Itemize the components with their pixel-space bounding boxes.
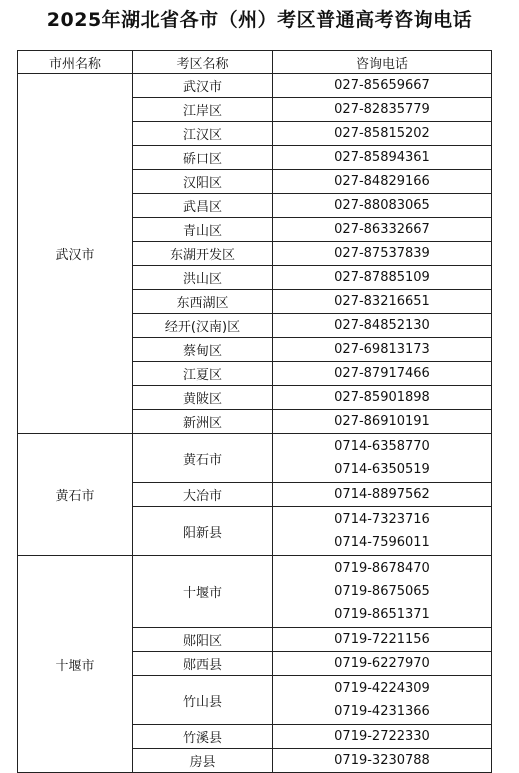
phone-cell bbox=[273, 434, 492, 483]
phone-number: 0714-6350519 bbox=[334, 462, 430, 477]
city-cell: 十堰市 bbox=[18, 556, 133, 773]
phone-number: 0719-8678470 bbox=[334, 561, 430, 576]
area-cell: 武汉市 bbox=[133, 74, 273, 98]
table-body bbox=[18, 74, 492, 773]
table-row bbox=[18, 74, 492, 98]
phone-cell bbox=[273, 676, 492, 725]
table-row bbox=[18, 556, 492, 628]
phone-number: 0714-7323716 bbox=[334, 512, 430, 527]
phone-cell bbox=[273, 338, 492, 362]
header-phone: 咨询电话 bbox=[273, 51, 492, 74]
phone-number: 0714-8897562 bbox=[334, 487, 430, 502]
header-area: 考区名称 bbox=[133, 51, 273, 74]
area-cell: 大冶市 bbox=[133, 483, 273, 507]
phone-number: 0719-4224309 bbox=[334, 681, 430, 696]
area-cell: 汉阳区 bbox=[133, 170, 273, 194]
area-cell: 竹溪县 bbox=[133, 725, 273, 749]
area-cell: 蔡甸区 bbox=[133, 338, 273, 362]
area-cell: 硚口区 bbox=[133, 146, 273, 170]
phone-number: 0719-7221156 bbox=[334, 632, 430, 647]
phone-number: 027-83216651 bbox=[334, 294, 430, 309]
phone-number: 0719-8651371 bbox=[334, 607, 430, 622]
page-title: 2025年湖北省各市（州）考区普通高考咨询电话 bbox=[46, 9, 473, 31]
area-cell: 江汉区 bbox=[133, 122, 273, 146]
phone-cell bbox=[273, 242, 492, 266]
phone-number: 027-87885109 bbox=[334, 270, 430, 285]
area-cell: 经开(汉南)区 bbox=[133, 314, 273, 338]
phone-number: 027-69813173 bbox=[334, 342, 430, 357]
city-cell: 黄石市 bbox=[18, 434, 133, 556]
phone-cell bbox=[273, 170, 492, 194]
phone-number: 027-85901898 bbox=[334, 390, 430, 405]
phone-cell bbox=[273, 725, 492, 749]
phone-cell bbox=[273, 410, 492, 434]
area-cell: 竹山县 bbox=[133, 676, 273, 725]
phone-number: 027-84829166 bbox=[334, 174, 430, 189]
phone-number: 0719-6227970 bbox=[334, 656, 430, 671]
area-cell: 房县 bbox=[133, 749, 273, 773]
table-row bbox=[18, 434, 492, 483]
area-cell: 十堰市 bbox=[133, 556, 273, 628]
phone-number: 027-87917466 bbox=[334, 366, 430, 381]
phone-number: 0719-4231366 bbox=[334, 704, 430, 719]
phone-cell bbox=[273, 146, 492, 170]
area-cell: 洪山区 bbox=[133, 266, 273, 290]
phone-cell bbox=[273, 556, 492, 628]
phone-cell bbox=[273, 749, 492, 773]
phone-number: 027-85894361 bbox=[334, 150, 430, 165]
area-cell: 江岸区 bbox=[133, 98, 273, 122]
phone-number: 027-85815202 bbox=[334, 126, 430, 141]
phone-number: 027-82835779 bbox=[334, 102, 430, 117]
phone-cell bbox=[273, 98, 492, 122]
city-cell: 武汉市 bbox=[18, 74, 133, 434]
area-cell: 武昌区 bbox=[133, 194, 273, 218]
area-cell: 郧阳区 bbox=[133, 628, 273, 652]
phone-cell bbox=[273, 652, 492, 676]
phone-cell bbox=[273, 194, 492, 218]
area-cell: 东湖开发区 bbox=[133, 242, 273, 266]
area-cell: 郧西县 bbox=[133, 652, 273, 676]
area-cell: 东西湖区 bbox=[133, 290, 273, 314]
phone-cell bbox=[273, 314, 492, 338]
phone-number: 0719-3230788 bbox=[334, 753, 430, 768]
phone-cell bbox=[273, 74, 492, 98]
phone-cell bbox=[273, 386, 492, 410]
phone-number: 0719-2722330 bbox=[334, 729, 430, 744]
area-cell: 黄陂区 bbox=[133, 386, 273, 410]
phone-number: 0714-7596011 bbox=[334, 535, 430, 550]
area-cell: 江夏区 bbox=[133, 362, 273, 386]
table-header-row bbox=[18, 51, 492, 74]
phone-number: 027-88083065 bbox=[334, 198, 430, 213]
phone-number: 0714-6358770 bbox=[334, 439, 430, 454]
phone-cell bbox=[273, 628, 492, 652]
phone-cell bbox=[273, 290, 492, 314]
phone-number: 027-87537839 bbox=[334, 246, 430, 261]
phone-cell bbox=[273, 362, 492, 386]
header-city: 市州名称 bbox=[18, 51, 133, 74]
area-cell: 青山区 bbox=[133, 218, 273, 242]
area-cell: 黄石市 bbox=[133, 434, 273, 483]
phone-cell bbox=[273, 122, 492, 146]
area-cell: 阳新县 bbox=[133, 507, 273, 556]
phone-cell bbox=[273, 266, 492, 290]
phone-cell bbox=[273, 218, 492, 242]
phone-number: 0719-8675065 bbox=[334, 584, 430, 599]
phone-number: 027-84852130 bbox=[334, 318, 430, 333]
area-cell: 新洲区 bbox=[133, 410, 273, 434]
phone-cell bbox=[273, 507, 492, 556]
contact-table bbox=[17, 50, 492, 773]
phone-number: 027-86910191 bbox=[334, 414, 430, 429]
phone-number: 027-85659667 bbox=[334, 78, 430, 93]
phone-cell bbox=[273, 483, 492, 507]
phone-number: 027-86332667 bbox=[334, 222, 430, 237]
